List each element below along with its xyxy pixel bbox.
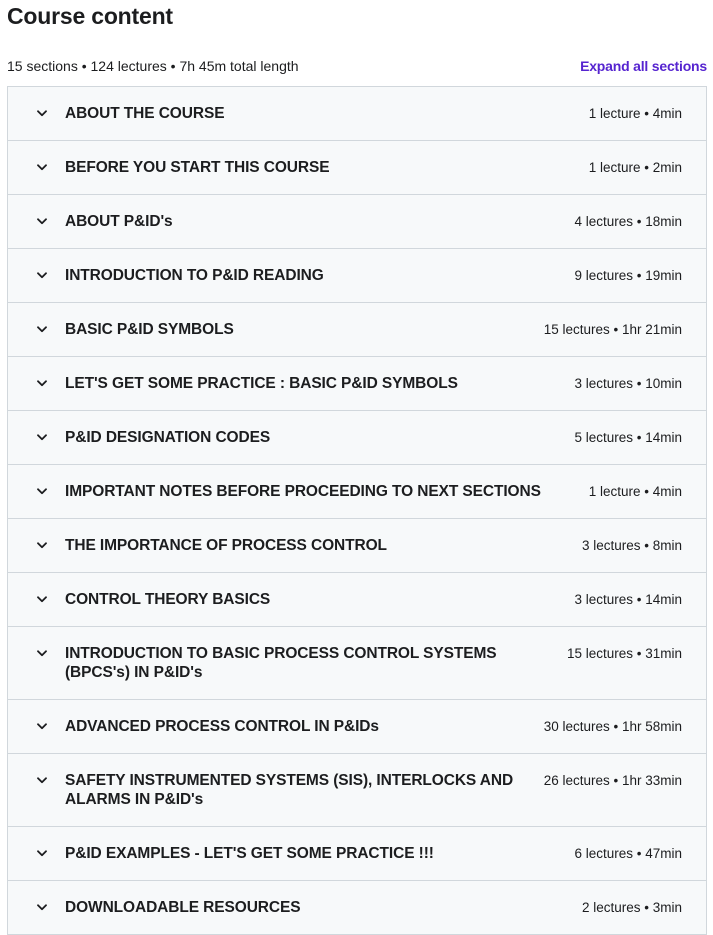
section-meta: 1 lecture • 4min bbox=[588, 484, 682, 499]
section-meta: 4 lectures • 18min bbox=[574, 214, 682, 229]
section-title: INTRODUCTION TO BASIC PROCESS CONTROL SYSTEMS (BPCS's) IN P&ID's bbox=[65, 645, 497, 681]
section-row-9[interactable] bbox=[8, 519, 706, 573]
course-summary: 15 sections • 124 lectures • 7h 45m total length bbox=[7, 58, 299, 74]
section-row-11[interactable] bbox=[8, 627, 706, 700]
section-row-14[interactable] bbox=[8, 827, 706, 881]
chevron-down-icon[interactable] bbox=[32, 211, 52, 231]
section-row-13[interactable] bbox=[8, 754, 706, 827]
section-row-8[interactable] bbox=[8, 465, 706, 519]
section-title: BEFORE YOU START THIS COURSE bbox=[65, 159, 330, 176]
section-meta: 15 lectures • 1hr 21min bbox=[543, 322, 682, 337]
section-row-12[interactable] bbox=[8, 700, 706, 754]
section-title: ABOUT P&ID's bbox=[65, 213, 173, 230]
section-title: INTRODUCTION TO P&ID READING bbox=[65, 267, 324, 284]
section-meta: 26 lectures • 1hr 33min bbox=[543, 773, 682, 788]
section-meta: 3 lectures • 10min bbox=[574, 376, 682, 391]
section-title: IMPORTANT NOTES BEFORE PROCEEDING TO NEXT SECTIONS bbox=[65, 483, 541, 500]
section-meta: 5 lectures • 14min bbox=[574, 430, 682, 445]
section-row-7[interactable] bbox=[8, 411, 706, 465]
section-meta: 2 lectures • 3min bbox=[581, 900, 682, 915]
section-meta: 1 lecture • 4min bbox=[588, 106, 682, 121]
section-title: P&ID EXAMPLES - LET'S GET SOME PRACTICE !!! bbox=[65, 845, 434, 862]
section-meta: 9 lectures • 19min bbox=[574, 268, 682, 283]
chevron-down-icon[interactable] bbox=[32, 589, 52, 609]
section-meta: 15 lectures • 31min bbox=[566, 646, 682, 661]
section-meta: 3 lectures • 14min bbox=[574, 592, 682, 607]
chevron-down-icon[interactable] bbox=[32, 770, 52, 790]
expand-all-sections-button[interactable]: Expand all sections bbox=[580, 58, 707, 74]
chevron-down-icon[interactable] bbox=[32, 481, 52, 501]
chevron-down-icon[interactable] bbox=[32, 535, 52, 555]
section-list bbox=[7, 86, 707, 935]
section-meta: 6 lectures • 47min bbox=[574, 846, 682, 861]
section-title: DOWNLOADABLE RESOURCES bbox=[65, 899, 301, 916]
chevron-down-icon[interactable] bbox=[32, 319, 52, 339]
section-row-3[interactable] bbox=[8, 195, 706, 249]
section-row-5[interactable] bbox=[8, 303, 706, 357]
chevron-down-icon[interactable] bbox=[32, 103, 52, 123]
chevron-down-icon[interactable] bbox=[32, 265, 52, 285]
section-title: ADVANCED PROCESS CONTROL IN P&IDs bbox=[65, 718, 379, 735]
chevron-down-icon[interactable] bbox=[32, 716, 52, 736]
section-meta: 1 lecture • 2min bbox=[588, 160, 682, 175]
chevron-down-icon[interactable] bbox=[32, 897, 52, 917]
section-meta: 30 lectures • 1hr 58min bbox=[543, 719, 682, 734]
section-title: LET'S GET SOME PRACTICE : BASIC P&ID SYMBOLS bbox=[65, 375, 458, 392]
section-title: SAFETY INSTRUMENTED SYSTEMS (SIS), INTERLOCKS AND ALARMS IN P&ID's bbox=[65, 772, 514, 808]
page-title: Course content bbox=[7, 3, 173, 29]
chevron-down-icon[interactable] bbox=[32, 643, 52, 663]
section-title: THE IMPORTANCE OF PROCESS CONTROL bbox=[65, 537, 387, 554]
section-row-10[interactable] bbox=[8, 573, 706, 627]
chevron-down-icon[interactable] bbox=[32, 373, 52, 393]
section-title: CONTROL THEORY BASICS bbox=[65, 591, 271, 608]
section-row-1[interactable] bbox=[8, 87, 706, 141]
section-row-4[interactable] bbox=[8, 249, 706, 303]
section-row-2[interactable] bbox=[8, 141, 706, 195]
section-row-6[interactable] bbox=[8, 357, 706, 411]
section-title: P&ID DESIGNATION CODES bbox=[65, 429, 271, 446]
chevron-down-icon[interactable] bbox=[32, 843, 52, 863]
chevron-down-icon[interactable] bbox=[32, 427, 52, 447]
section-title: BASIC P&ID SYMBOLS bbox=[65, 321, 234, 338]
summary-row bbox=[7, 57, 707, 75]
chevron-down-icon[interactable] bbox=[32, 157, 52, 177]
section-meta: 3 lectures • 8min bbox=[581, 538, 682, 553]
section-title: ABOUT THE COURSE bbox=[65, 105, 225, 122]
